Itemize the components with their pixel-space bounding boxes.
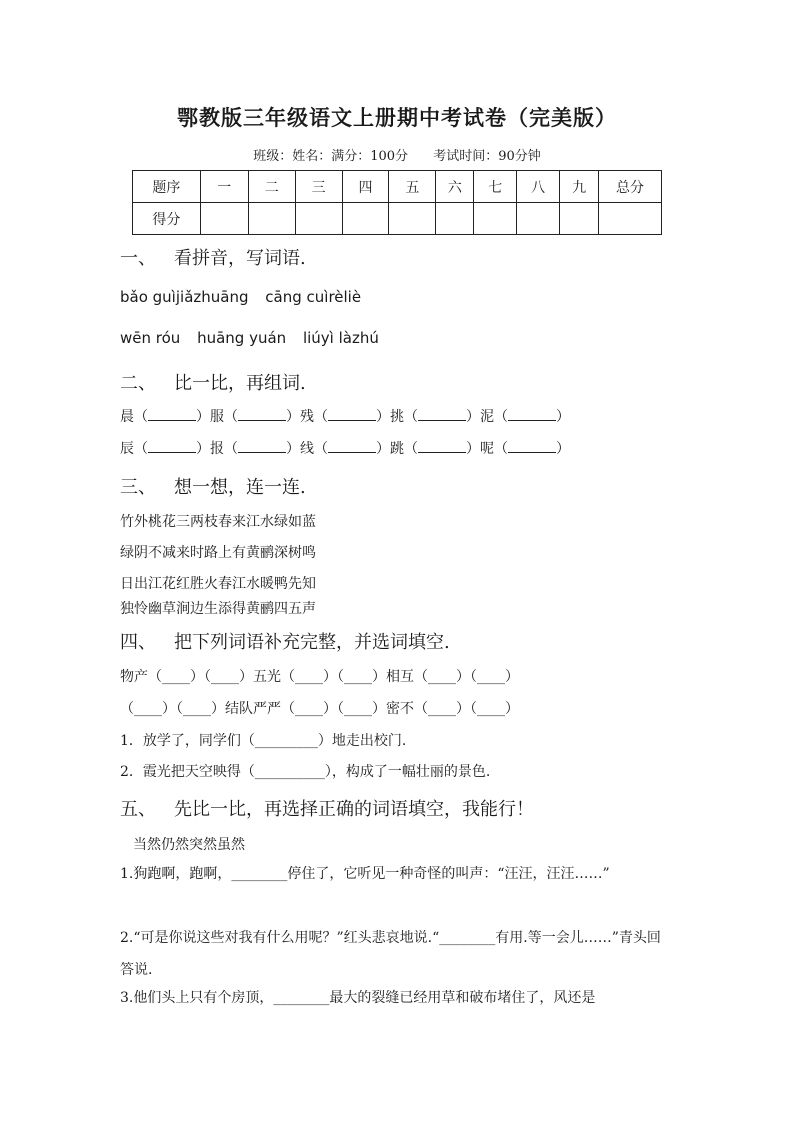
fill-idiom-row-2: （____）（____）结队严严（____）（____）密不（____）（____） <box>120 701 519 717</box>
section-number: 四、 <box>120 632 156 653</box>
answer-blank[interactable] <box>148 408 196 421</box>
section-5-heading <box>120 795 534 821</box>
answer-blank[interactable] <box>328 440 376 453</box>
section-number: 五、 <box>120 799 156 820</box>
pinyin-word: huāng yuán <box>197 329 287 347</box>
poem-line: 竹外桃花三两枝春来江水绿如蓝 <box>120 514 316 530</box>
compare-item: ）挑（ <box>376 409 418 425</box>
page-title: 鄂教版三年级语文上册期中考试卷（完美版） <box>177 105 617 130</box>
section-title: 想一想，连一连. <box>174 477 306 498</box>
table-header-cell: 二 <box>248 171 295 203</box>
score-cell <box>342 203 389 235</box>
compare-item: 晨（ <box>120 409 148 425</box>
answer-blank[interactable] <box>328 408 376 421</box>
section-number: 三、 <box>120 477 156 498</box>
score-cell <box>560 203 599 235</box>
exam-time-label: 考试时间：90分钟 <box>433 149 541 164</box>
section-title: 比一比，再组词. <box>174 373 306 394</box>
table-header-cell: 六 <box>436 171 474 203</box>
pinyin-word: cāng cuìrèliè <box>265 288 362 306</box>
score-cell <box>248 203 295 235</box>
compare-item: ） <box>556 409 570 425</box>
score-cell <box>436 203 474 235</box>
fill-question-1: 1．放学了，同学们（_________）地走出校门. <box>120 733 407 749</box>
compare-item: ）呢（ <box>466 441 508 457</box>
pinyin-line-1 <box>120 288 373 306</box>
answer-blank[interactable] <box>238 440 286 453</box>
table-header-cell: 三 <box>295 171 342 203</box>
section-title: 看拼音，写词语. <box>174 248 306 269</box>
exam-info <box>0 145 794 164</box>
section-number: 二、 <box>120 373 156 394</box>
section-number: 一、 <box>120 248 156 269</box>
score-row-label: 得分 <box>133 203 201 235</box>
answer-blank[interactable] <box>418 408 466 421</box>
poem-line: 日出江花红胜火春江水暖鸭先知 <box>120 576 316 592</box>
compare-item: ）服（ <box>196 409 238 425</box>
choose-question-1: 1.狗跑啊，跑啊，________停住了，它听见一种奇怪的叫声：“汪汪，汪汪……” <box>120 866 610 882</box>
compare-item: ）线（ <box>286 441 328 457</box>
compare-row-2 <box>120 438 570 458</box>
compare-row-1 <box>120 406 570 426</box>
score-cell <box>474 203 517 235</box>
pinyin-word: wēn róu <box>120 329 181 347</box>
score-cell <box>599 203 662 235</box>
answer-blank[interactable] <box>418 440 466 453</box>
pinyin-word: liúyì làzhú <box>302 329 379 347</box>
table-header-cell: 五 <box>389 171 436 203</box>
compare-item: ）泥（ <box>466 409 508 425</box>
score-table <box>132 170 662 235</box>
fill-question-2: 2．霞光把天空映得（__________），构成了一幅壮丽的景色. <box>120 764 491 780</box>
word-options: 当然仍然突然虽然 <box>133 837 245 853</box>
poem-line: 独怜幽草涧边生添得黄鹂四五声 <box>120 601 316 617</box>
class-name-score-label: 班级：姓名：满分：100分 <box>253 149 409 164</box>
score-cell <box>517 203 560 235</box>
table-header-cell: 七 <box>474 171 517 203</box>
table-header-cell: 题序 <box>133 171 201 203</box>
score-table-score-row <box>133 203 662 235</box>
answer-blank[interactable] <box>238 408 286 421</box>
table-header-cell: 总分 <box>599 171 662 203</box>
section-2-heading <box>120 369 306 395</box>
compare-item: ）报（ <box>196 441 238 457</box>
score-cell <box>389 203 436 235</box>
section-title: 先比一比，再选择正确的词语填空，我能行！ <box>174 799 534 820</box>
answer-blank[interactable] <box>508 408 556 421</box>
table-header-cell: 一 <box>200 171 248 203</box>
answer-blank[interactable] <box>508 440 556 453</box>
compare-item: ） <box>556 441 570 457</box>
compare-item: ）残（ <box>286 409 328 425</box>
answer-blank[interactable] <box>148 440 196 453</box>
poem-line: 绿阴不减来时路上有黄鹂深树鸣 <box>120 545 316 561</box>
table-header-cell: 九 <box>560 171 599 203</box>
score-cell <box>200 203 248 235</box>
compare-item: ）跳（ <box>376 441 418 457</box>
choose-question-3: 3.他们头上只有个房顶，________最大的裂缝已经用草和破布堵住了，风还是 <box>120 990 596 1006</box>
section-1-heading <box>120 244 306 270</box>
pinyin-line-2 <box>120 329 391 347</box>
fill-idiom-row-1: 物产（____）（____）五光（____）（____）相互（____）（____） <box>120 669 519 685</box>
score-table-header-row <box>133 171 662 203</box>
score-cell <box>295 203 342 235</box>
choose-question-2: 2.“可是你说这些对我有什么用呢？”红头悲哀地说.“________有用.等一会儿……”青头回答说. <box>120 930 661 978</box>
table-header-cell: 八 <box>517 171 560 203</box>
section-title: 把下列词语补充完整，并选词填空. <box>174 632 450 653</box>
section-3-heading <box>120 473 306 499</box>
section-4-heading <box>120 628 450 654</box>
pinyin-word: bǎo guìjiǎzhuāng <box>120 288 249 306</box>
compare-item: 辰（ <box>120 441 148 457</box>
table-header-cell: 四 <box>342 171 389 203</box>
